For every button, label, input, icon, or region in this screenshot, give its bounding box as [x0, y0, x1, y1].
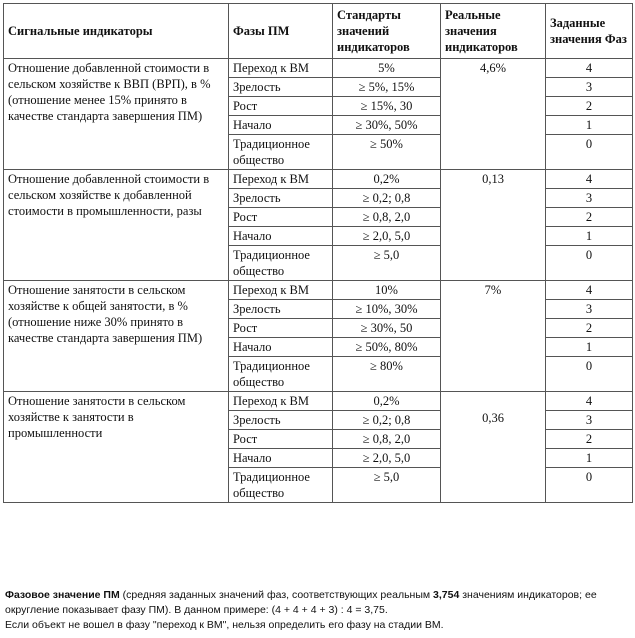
standard-cell: ≥ 30%, 50%	[333, 116, 441, 135]
given-value-cell: 3	[546, 411, 633, 430]
phase-cell: Переход к ВМ	[229, 392, 333, 411]
phase-cell: Переход к ВМ	[229, 281, 333, 300]
given-value-cell: 4	[546, 281, 633, 300]
table-row	[4, 392, 633, 411]
real-value: 4,6%	[479, 61, 507, 75]
given-value-cell: 2	[546, 319, 633, 338]
header-standards: Стандарты значений индикаторов	[333, 4, 441, 59]
phase-cell: Традиционное общество	[229, 357, 333, 392]
standard-cell: ≥ 80%	[333, 357, 441, 392]
standard-cell: ≥ 10%, 30%	[333, 300, 441, 319]
indicator-cell: Отношение добавленной стоимости в сельском хозяйстве к добавленной стоимости в промышленности, разы	[4, 170, 229, 281]
given-value-cell: 1	[546, 116, 633, 135]
standard-cell: ≥ 50%, 80%	[333, 338, 441, 357]
standard-cell: ≥ 0,8, 2,0	[333, 430, 441, 449]
indicator-cell: Отношение занятости в сельском хозяйстве к общей занятости, в % (отношение ниже 30% принято в качестве стандарта завершения ПМ)	[4, 281, 229, 392]
given-value-cell: 2	[546, 430, 633, 449]
note-line-2: Если объект не вошел в фазу "переход к ВМ", нельзя определить его фазу на стадии ВМ.	[5, 619, 444, 631]
table-header-row	[4, 4, 633, 59]
given-value-cell: 3	[546, 300, 633, 319]
phase-cell: Рост	[229, 208, 333, 227]
real-value-cell	[441, 281, 546, 392]
standard-cell: ≥ 50%	[333, 135, 441, 170]
indicators-table	[3, 3, 633, 503]
table-row	[4, 59, 633, 78]
given-value-cell: 0	[546, 135, 633, 170]
indicator-cell: Отношение добавленной стоимости в сельском хозяйстве к ВВП (ВРП), в % (отношение менее 15% принято в качестве стандарта завершения ПМ)	[4, 59, 229, 170]
phase-cell: Начало	[229, 116, 333, 135]
real-value: 0,13	[482, 172, 504, 186]
phase-cell: Рост	[229, 97, 333, 116]
phase-cell: Начало	[229, 449, 333, 468]
given-value-cell: 1	[546, 449, 633, 468]
phase-cell: Переход к ВМ	[229, 170, 333, 189]
standard-cell: 10%	[333, 281, 441, 300]
given-value-cell: 4	[546, 392, 633, 411]
standard-cell: 0,2%	[333, 392, 441, 411]
standard-cell: ≥ 15%, 30	[333, 97, 441, 116]
standard-cell: ≥ 2,0, 5,0	[333, 449, 441, 468]
header-real-values: Реальные значения индикаторов	[441, 4, 546, 59]
standard-cell: ≥ 5,0	[333, 468, 441, 503]
given-value-cell: 0	[546, 357, 633, 392]
phase-cell: Рост	[229, 430, 333, 449]
table-row	[4, 170, 633, 189]
header-indicators: Сигнальные индикаторы	[4, 4, 229, 59]
table-row	[4, 281, 633, 300]
phase-cell: Начало	[229, 227, 333, 246]
real-value-cell	[441, 59, 546, 170]
phase-cell: Зрелость	[229, 78, 333, 97]
phase-cell: Зрелость	[229, 411, 333, 430]
given-value-cell: 2	[546, 208, 633, 227]
note-bold-term: Фазовое значение ПМ	[5, 589, 120, 601]
phase-cell: Традиционное общество	[229, 246, 333, 281]
given-value-cell: 4	[546, 59, 633, 78]
standard-cell: ≥ 5%, 15%	[333, 78, 441, 97]
given-value-cell: 3	[546, 189, 633, 208]
given-value-cell: 0	[546, 468, 633, 503]
phase-cell: Зрелость	[229, 300, 333, 319]
given-value-cell: 4	[546, 170, 633, 189]
header-given-values: Заданные значения Фаз	[546, 4, 633, 59]
standard-cell: ≥ 0,2; 0,8	[333, 411, 441, 430]
standard-cell: ≥ 0,2; 0,8	[333, 189, 441, 208]
given-value-cell: 3	[546, 78, 633, 97]
standard-cell: 0,2%	[333, 170, 441, 189]
indicator-cell: Отношение занятости в сельском хозяйстве к занятости в промышленности	[4, 392, 229, 503]
standard-cell: ≥ 0,8, 2,0	[333, 208, 441, 227]
phase-cell: Начало	[229, 338, 333, 357]
given-value-cell: 0	[546, 246, 633, 281]
phase-cell: Переход к ВМ	[229, 59, 333, 78]
standard-cell: ≥ 5,0	[333, 246, 441, 281]
phase-cell: Рост	[229, 319, 333, 338]
note-bold-value: 3,754	[433, 589, 460, 601]
real-value-cell	[441, 170, 546, 281]
standard-cell: ≥ 2,0, 5,0	[333, 227, 441, 246]
header-phases: Фазы ПМ	[229, 4, 333, 59]
phase-cell: Зрелость	[229, 189, 333, 208]
given-value-cell: 1	[546, 338, 633, 357]
standard-cell: 5%	[333, 59, 441, 78]
note-text-2: значениям индикаторов; ее округление показывает фазу ПМ). В данном примере: (4 + 4 + 4 + 3) : 4 = 3,75.	[5, 589, 597, 616]
note-text-1: (средняя заданных значений фаз, соответствующих реальным	[119, 589, 434, 601]
real-value: 7%	[484, 283, 502, 297]
phase-cell: Традиционное общество	[229, 468, 333, 503]
real-value: 0,36	[482, 411, 504, 425]
given-value-cell: 2	[546, 97, 633, 116]
footnote	[5, 588, 630, 633]
phase-cell: Традиционное общество	[229, 135, 333, 170]
given-value-cell: 1	[546, 227, 633, 246]
standard-cell: ≥ 30%, 50	[333, 319, 441, 338]
real-value-cell	[441, 392, 546, 503]
table-body	[4, 59, 633, 503]
